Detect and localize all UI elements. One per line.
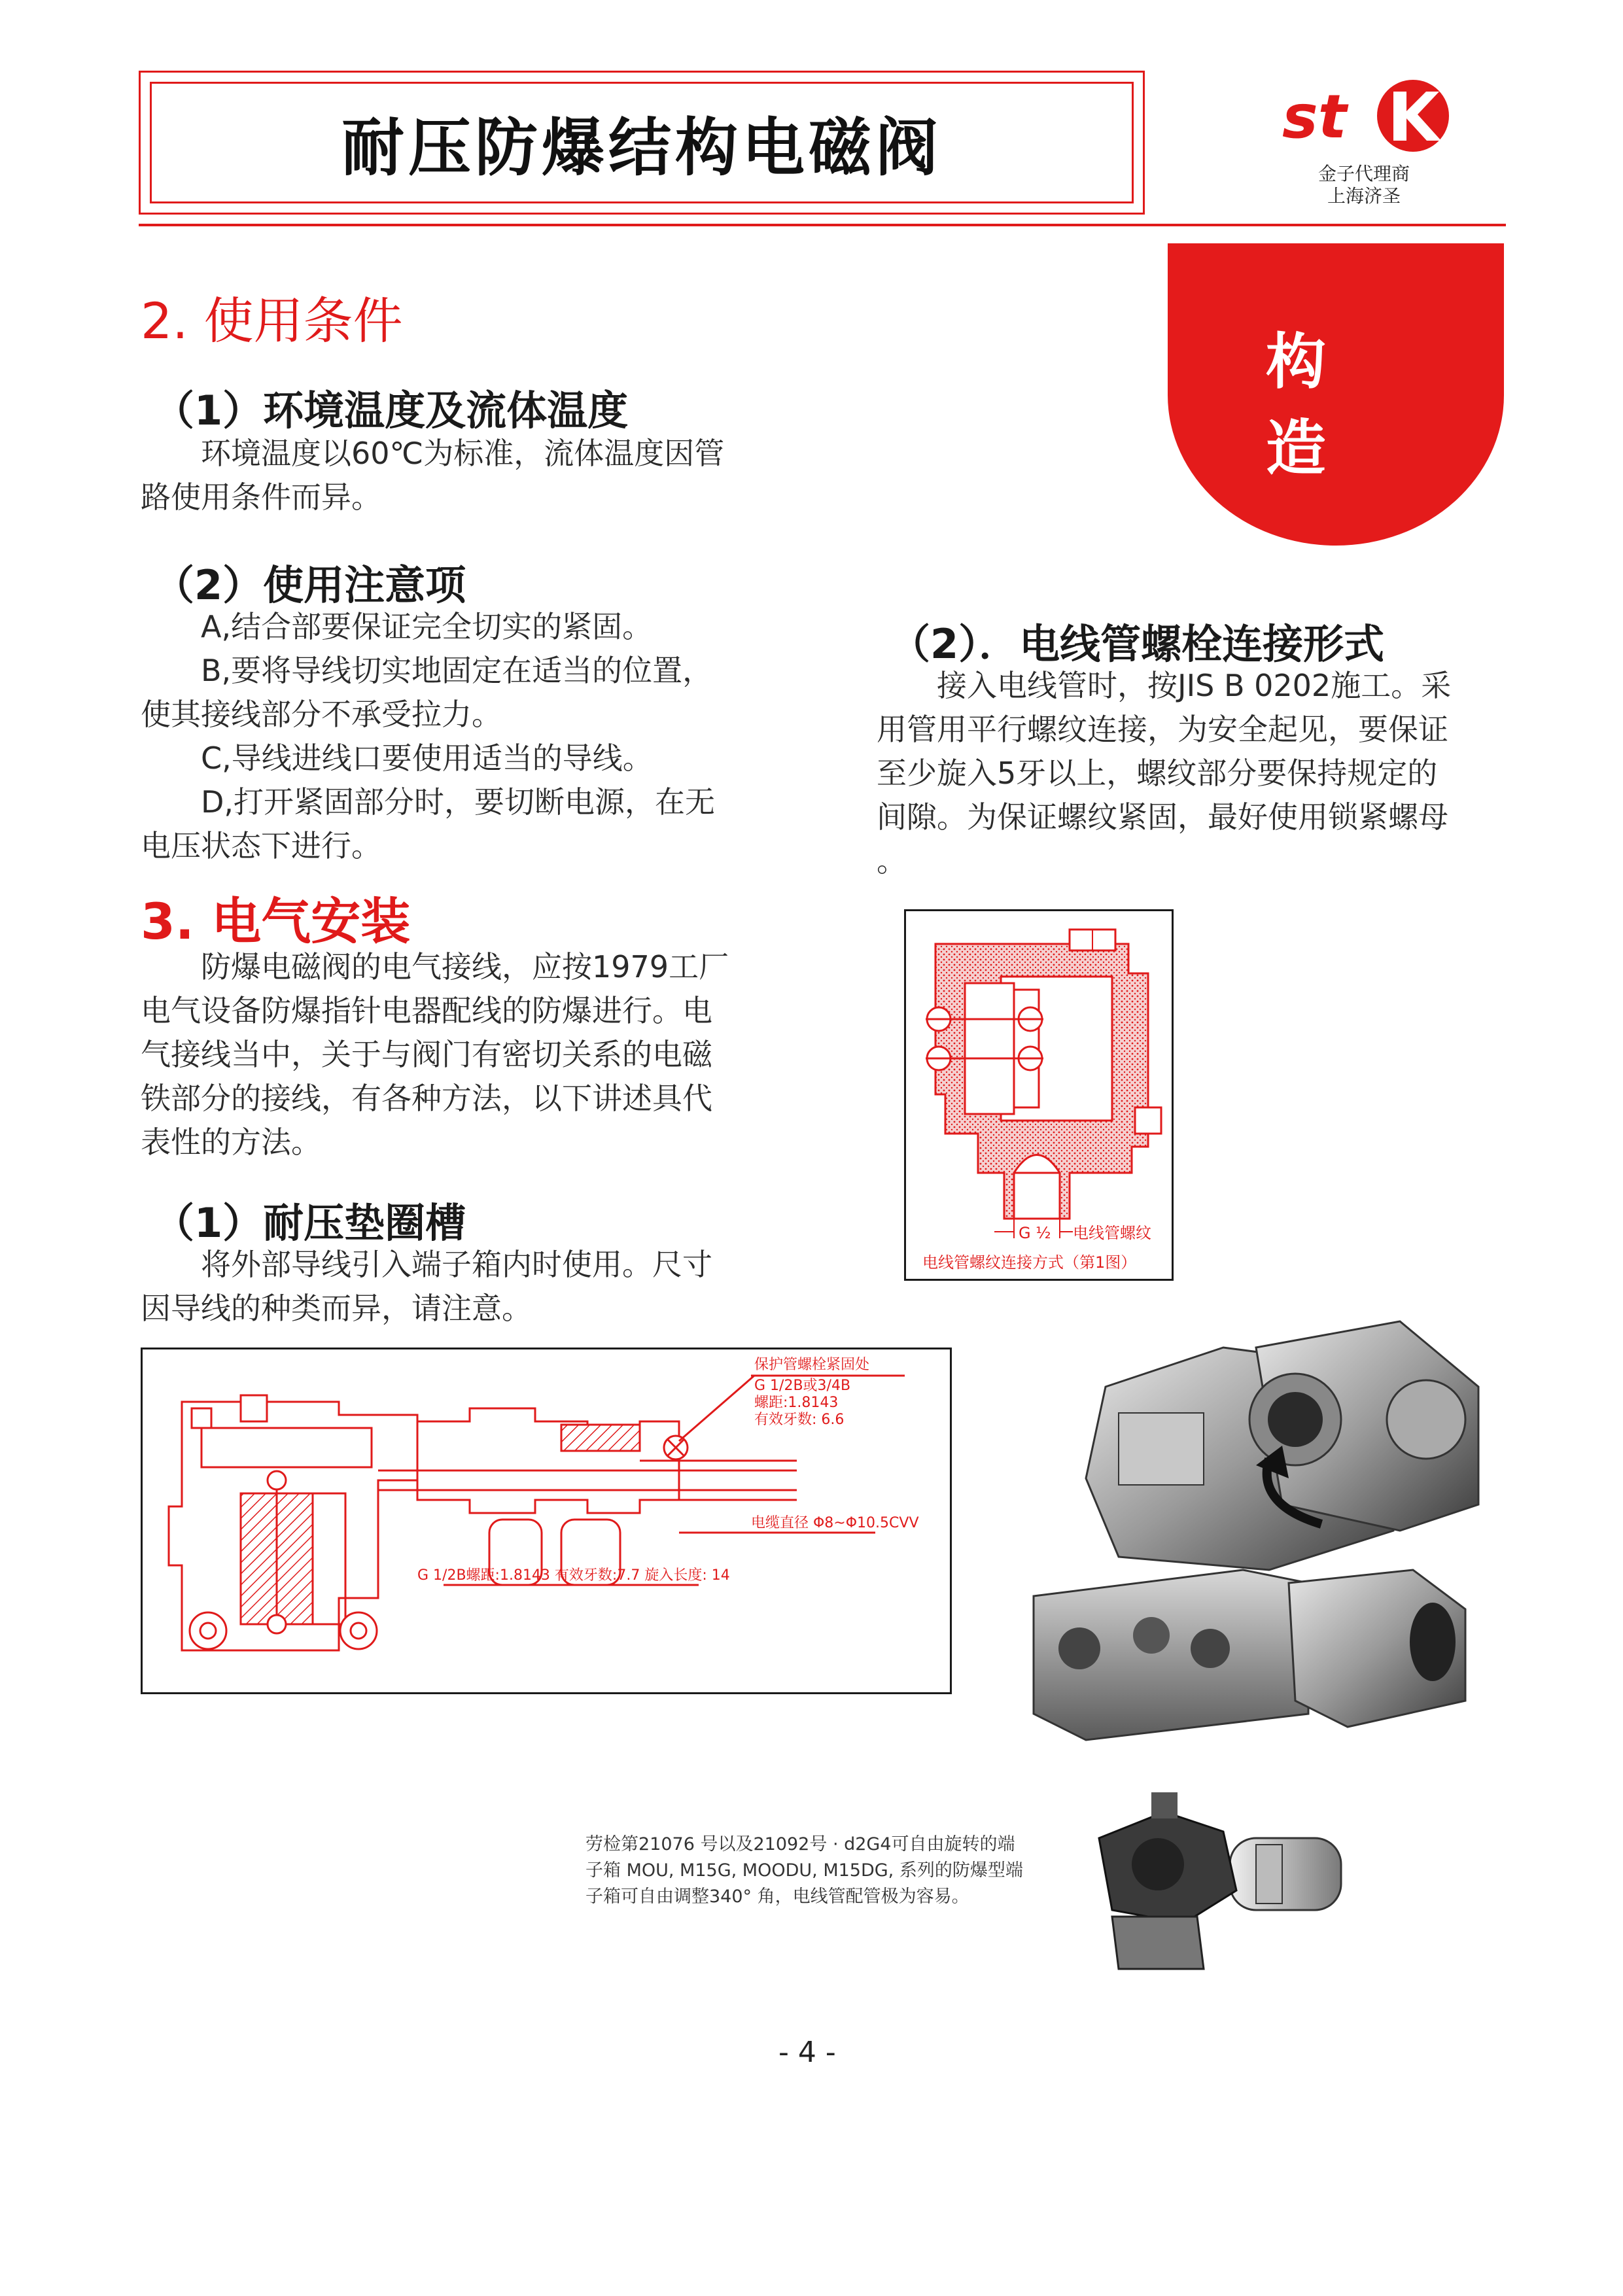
title-box-inner [150, 82, 1134, 203]
text-line: C,导线进线口要使用适当的导线。 [201, 740, 653, 776]
section2-sub1-heading: （1）环境温度及流体温度 [154, 387, 629, 434]
right-section-heading: （2）．电线管螺栓连接形式 [890, 620, 1385, 668]
figure2-annotation-6: G 1/2B螺距:1.8143 有效牙数:7.7 旋入长度: 14 [417, 1567, 730, 1584]
text-line: B,要将导线切实地固定在适当的位置， [201, 653, 713, 688]
section3-text [141, 945, 795, 1164]
figure1-name-label: 电线管螺纹 [1073, 1224, 1151, 1242]
text-line: 表性的方法。 [141, 1124, 321, 1160]
logo-caption-line2: 上海济圣 [1327, 185, 1401, 207]
logo-mark-icon [1259, 69, 1469, 160]
section2-sub1-text [141, 432, 795, 519]
right-section-text [877, 664, 1505, 883]
figure2-annotation-4: 有效牙数: 6.6 [754, 1412, 845, 1428]
photo-caption [585, 1832, 1056, 1910]
solenoid-valve-photo [1007, 1308, 1505, 1766]
text-line: D,打开紧固部分时，要切断电源，在无 [201, 784, 716, 820]
svg-text:st: st [1282, 82, 1347, 152]
text-line: 防爆电磁阀的电气接线，应按1979工厂 [201, 949, 729, 984]
section2-sub2-text [141, 605, 795, 868]
title-box [139, 71, 1145, 215]
section-tab [1168, 243, 1504, 546]
text-line: 使其接线部分不承受拉力。 [141, 697, 502, 732]
text-line: 将外部导线引入端子箱内时使用。尺寸 [201, 1247, 712, 1282]
text-line: 电气设备防爆指针电器配线的防爆进行。电 [141, 993, 712, 1028]
figure2-annotation-5: 电缆直径 Φ8~Φ10.5CVV [751, 1515, 919, 1531]
figure1-thread-label: G ½ [1019, 1224, 1051, 1242]
section2-sub2-heading: （2）使用注意项 [154, 561, 466, 609]
section3-heading: 3. 电气安装 [141, 892, 411, 950]
section-tab-label: 构 造 [1266, 327, 1425, 483]
figure1-caption: 电线管螺纹连接方式（第1图） [922, 1253, 1137, 1272]
text-line: 环境温度以60℃为标准，流体温度因管 [201, 436, 725, 471]
text-line: 。 [877, 843, 907, 878]
product-photo-large [1007, 1308, 1505, 1766]
caption-line: 子箱 MOU, M15G, MOODU, M15DG, 系列的防爆型端 [585, 1860, 1023, 1881]
text-line: 气接线当中，关于与阀门有密切关系的电磁 [141, 1037, 712, 1072]
figure2-annotation-1: 保护管螺栓紧固处 [754, 1357, 870, 1373]
figure-packing-gland [141, 1348, 952, 1694]
text-line: 接入电线管时，按JIS B 0202施工。采 [937, 668, 1452, 703]
header-rule [139, 224, 1506, 226]
junction-box-photo [1086, 1792, 1361, 1982]
text-line: 用管用平行螺纹连接，为安全起见，要保证 [877, 712, 1448, 747]
page-number: - 4 - [778, 2036, 836, 2069]
figure2-annotation-3: 螺距:1.8143 [754, 1395, 839, 1411]
caption-line: 劳检第21076 号以及21092号 · d2G4可自由旋转的端 [585, 1834, 1015, 1854]
section2-heading: 2. 使用条件 [141, 292, 403, 350]
text-line: 至少旋入5牙以上，螺纹部分要保持规定的 [877, 756, 1438, 791]
text-line: 电压状态下进行。 [141, 828, 381, 863]
text-line: 路使用条件而异。 [141, 479, 381, 515]
logo-caption-line1: 金子代理商 [1318, 163, 1410, 184]
conduit-connection-diagram [906, 911, 1172, 1279]
product-photo-small [1086, 1792, 1361, 1982]
figure2-annotation-2: G 1/2B或3/4B [754, 1378, 851, 1394]
company-logo [1259, 69, 1469, 213]
caption-line: 子箱可自由调整340° 角，电线管配管极为容易。 [585, 1887, 969, 1907]
text-line: A,结合部要保证完全切实的紧固。 [201, 609, 653, 644]
text-line: 铁部分的接线，有各种方法，以下讲述具代 [141, 1081, 712, 1116]
text-line: 间隙。为保证螺纹紧固，最好使用锁紧螺母 [877, 799, 1448, 835]
section3-sub1-heading: （1）耐压垫圈槽 [154, 1199, 466, 1247]
page-title: 耐压防爆结构电磁阀 [341, 111, 942, 184]
packing-gland-diagram [143, 1349, 950, 1692]
section3-sub1-text [141, 1243, 795, 1331]
figure-conduit-connection [904, 909, 1174, 1281]
text-line: 因导线的种类而异，请注意。 [141, 1291, 532, 1326]
